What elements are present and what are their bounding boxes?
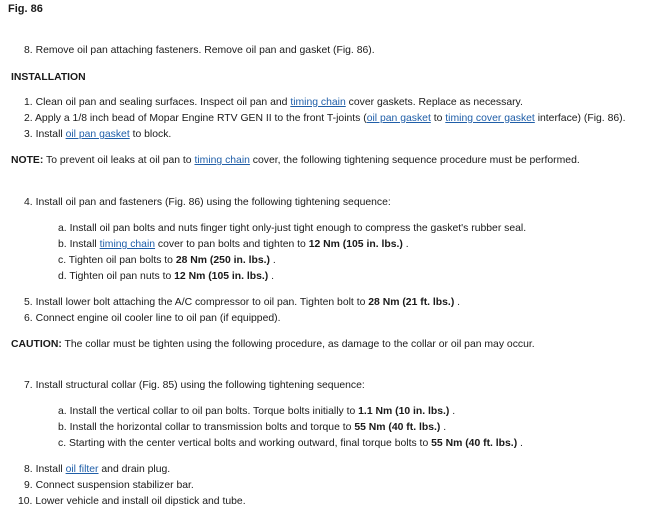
substep-letter: d. <box>58 271 67 282</box>
torque-value: 28 Nm (21 ft. lbs.) <box>368 297 455 308</box>
step-text: interface) (Fig. 86). <box>534 113 626 124</box>
substep-text: Install oil pan bolts and nuts finger tight only-just tight enough to compress the gasket's rubber seal. <box>69 223 527 234</box>
step-4a <box>58 223 526 234</box>
step-3 <box>24 129 171 140</box>
substep-letter: a. <box>58 223 67 234</box>
caution-label: CAUTION: <box>11 339 62 350</box>
step-4d <box>58 271 274 282</box>
oil-pan-gasket-link[interactable]: oil pan gasket <box>65 129 130 140</box>
caution <box>11 339 535 350</box>
substep-text: Install <box>69 239 100 250</box>
substep-letter: c. <box>58 438 67 449</box>
caution-text: The collar must be tighten using the following procedure, as damage to the collar or oil pan may occur. <box>61 339 535 350</box>
step-text: to block. <box>129 129 172 140</box>
step-text: to <box>430 113 446 124</box>
step-number: 5. <box>24 297 33 308</box>
step-text: Clean oil pan and sealing surfaces. Inspect oil pan and <box>35 97 291 108</box>
step-number: 9. <box>24 480 33 491</box>
substep-text: . <box>269 255 276 266</box>
step-number: 1. <box>24 97 33 108</box>
substep-text: Tighten oil pan bolts to <box>68 255 176 266</box>
step-text: Install oil pan and fasteners (Fig. 86) using the following tightening sequence: <box>35 197 391 208</box>
step-9 <box>24 480 194 491</box>
substep-text: . <box>449 406 456 417</box>
step-number: 10. <box>18 496 33 507</box>
timing-chain-link[interactable]: timing chain <box>99 239 156 250</box>
note-label: NOTE: <box>11 155 44 166</box>
substep-text: Install the horizontal collar to transmission bolts and torque to <box>69 422 355 433</box>
step-10 <box>18 496 246 507</box>
figure-label: Fig. 86 <box>8 3 43 15</box>
step-8 <box>24 464 170 475</box>
step-text: Install <box>35 129 66 140</box>
substep-text: . <box>268 271 275 282</box>
note-text: To prevent oil leaks at oil pan to <box>43 155 195 166</box>
substep-text: cover to pan bolts and tighten to <box>155 239 309 250</box>
oil-filter-link[interactable]: oil filter <box>65 464 99 475</box>
torque-value: 1.1 Nm (10 in. lbs.) <box>358 406 450 417</box>
torque-value: 55 Nm (40 ft. lbs.) <box>431 438 518 449</box>
substep-letter: c. <box>58 255 67 266</box>
torque-value: 55 Nm (40 ft. lbs.) <box>354 422 441 433</box>
torque-value: 28 Nm (250 in. lbs.) <box>175 255 270 266</box>
step-5 <box>24 297 460 308</box>
substep-text: Tighten oil pan nuts to <box>69 271 175 282</box>
step-number: 4. <box>24 197 33 208</box>
step-text: Remove oil pan attaching fasteners. Remove oil pan and gasket (Fig. 86). <box>35 45 375 56</box>
installation-heading: INSTALLATION <box>11 72 86 83</box>
timing-chain-link[interactable]: timing chain <box>290 97 346 108</box>
step-number: 2. <box>24 113 33 124</box>
substep-letter: a. <box>58 406 67 417</box>
step-text: Connect engine oil cooler line to oil pan (if equipped). <box>35 313 281 324</box>
timing-cover-gasket-link[interactable]: timing cover gasket <box>445 113 535 124</box>
step-4b <box>58 239 409 250</box>
substep-text: . <box>440 422 447 433</box>
step-4 <box>24 197 391 208</box>
torque-value: 12 Nm (105 in. lbs.) <box>308 239 403 250</box>
timing-chain-link[interactable]: timing chain <box>194 155 250 166</box>
note <box>11 155 580 166</box>
substep-text: . <box>517 438 523 449</box>
step-text: . <box>454 297 461 308</box>
step-6 <box>24 313 280 324</box>
step-text: and drain plug. <box>98 464 171 475</box>
step-number: 3. <box>24 129 33 140</box>
note-text: cover, the following tightening sequence procedure must be performed. <box>249 155 580 166</box>
step-4c <box>58 255 276 266</box>
step-text: Install structural collar (Fig. 85) using the following tightening sequence: <box>35 380 365 391</box>
step-text: cover gaskets. Replace as necessary. <box>345 97 523 108</box>
step-number: 8. <box>24 464 33 475</box>
step-number: 7. <box>24 380 33 391</box>
step-7a <box>58 406 455 417</box>
oil-pan-gasket-link[interactable]: oil pan gasket <box>366 113 431 124</box>
step-text: Install lower bolt attaching the A/C compressor to oil pan. Tighten bolt to <box>35 297 369 308</box>
step-text: Install <box>35 464 66 475</box>
step-7 <box>24 380 365 391</box>
substep-letter: b. <box>58 422 67 433</box>
step-text: Connect suspension stabilizer bar. <box>35 480 194 491</box>
torque-value: 12 Nm (105 in. lbs.) <box>174 271 269 282</box>
step-8-remove <box>24 45 375 56</box>
substep-letter: b. <box>58 239 67 250</box>
substep-text: Install the vertical collar to oil pan bolts. Torque bolts initially to <box>69 406 359 417</box>
step-7c <box>58 438 523 449</box>
step-number: 8. <box>24 45 33 56</box>
step-text: Lower vehicle and install oil dipstick and tube. <box>35 496 246 507</box>
step-1 <box>24 97 523 108</box>
step-text: Apply a 1/8 inch bead of Mopar Engine RTV GEN II to the front T-joints ( <box>35 113 367 124</box>
step-2 <box>24 113 625 124</box>
step-7b <box>58 422 446 433</box>
step-number: 6. <box>24 313 33 324</box>
substep-text: . <box>402 239 409 250</box>
substep-text: Starting with the center vertical bolts and working outward, final torque bolts to <box>68 438 432 449</box>
